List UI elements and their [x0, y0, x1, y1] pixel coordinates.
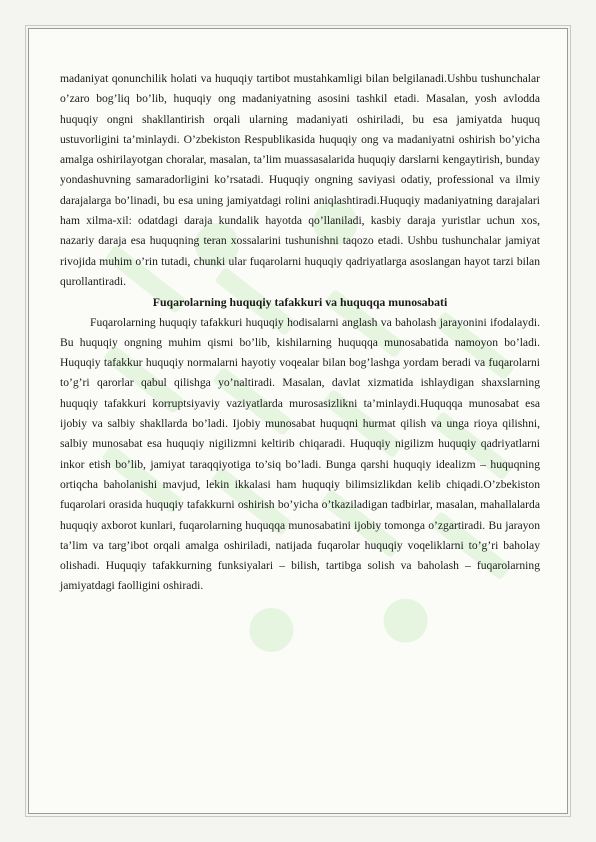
page-frame — [28, 28, 568, 814]
document-body — [60, 69, 540, 597]
body-paragraph-2: Fuqarolarning huquqiy tafakkuri huquqiy hodisalarni anglash va baholash jarayonini ifodalaydi. Bu huquqiy ongning muhim qismi bo’lib, kishilarning huquqqa munosabatida namoyon bo’ladi. Huquqiy tafakkur huquqiy normalarni hayotiy voqealar bilan bog’lashga yordam beradi va fuqarolarni to’g’ri qarorlar qabul qilishga yo’naltiradi. Masalan, davlat xizmatida ishlaydigan shaxslarning huquqiy tafakkuri korruptsiyaviy vaziyatlarda murosasizlikni ta’minlaydi.Huquqqa munosabat esa ijobiy va salbiy shakllarda bo’ladi. Ijobiy munosabat huquqni hurmat qilish va unga rioya qilishni, salbiy munosabat esa huquqiy nigilizmni keltirib chiqaradi. Huquqiy nigilizm huquqiy qadriyatlarni inkor etish bo’lib, jamiyat taraqqiyotiga to’siq bo’ladi. Bunga qarshi huquqiy idealizm – huquqning ortiqcha baholanishi mavjud, lekin ikkalasi ham huquqiy bilimsizlikdan kelib chiqadi.O’zbekiston fuqarolari orasida huquqiy tafakkurni oshirish bo’yicha o’tkaziladigan tadbirlar, masalan, mahallalarda huquqiy axborot kunlari, fuqarolarning huquqqa munosabatini ijobiy tomonga o’zgartiradi. Bu jarayon ta’lim va targ’ibot orqali amalga oshiriladi, natijada fuqarolar huquqiy voqeliklarni to’g’ri baholay olishadi. Huquqiy tafakkurning funksiyalari – bilish, tartibga solish va baholash – fuqarolarning jamiyatdagi faolligini oshiradi. — [60, 315, 540, 593]
body-paragraph-1: madaniyat qonunchilik holati va huquqiy tartibot mustahkamligi bilan belgilanadi.Ushbu tushunchalar o’zaro bog’liq bo’lib, huquqiy ong madaniyatning asosini tashkil etadi. Masalan, yosh avlodda huquqiy ongni shakllantirish orqali ularning madaniyati oshiriladi, bu esa jamiyatda huquq ustuvorligini ta’minlaydi. O’zbekiston Respublikasida huquqiy ong va madaniyatni oshirish bo’yicha amalga oshirilayotgan choralar, masalan, ta’lim muassasalarida huquqiy darslarni kengaytirish, bunday yondashuvning samaradorligini ko’rsatadi. Huquqiy ongning saviyasi odatiy, professional va ilmiy darajalarga bo’linadi, bu esa uning jamiyatdagi rolini aniqlashtiradi.Huquqiy madaniyatning darajalari ham xilma-xil: odatdagi daraja kundalik hayotda qo’llaniladi, kasbiy daraja yuristlar uchun xos, nazariy daraja esa huquqning teran xossalarini tushunishni taqozo etadi. Ushbu tushunchalar jamiyat rivojida muhim o’rin tutadi, chunki ular fuqarolarni huquqiy qadriyatlarga asoslangan hayot tarzi bilan qurollantiradi. — [60, 72, 540, 288]
section-heading: Fuqarolarning huquqiy tafakkuri va huquqqa munosabati — [152, 295, 448, 310]
